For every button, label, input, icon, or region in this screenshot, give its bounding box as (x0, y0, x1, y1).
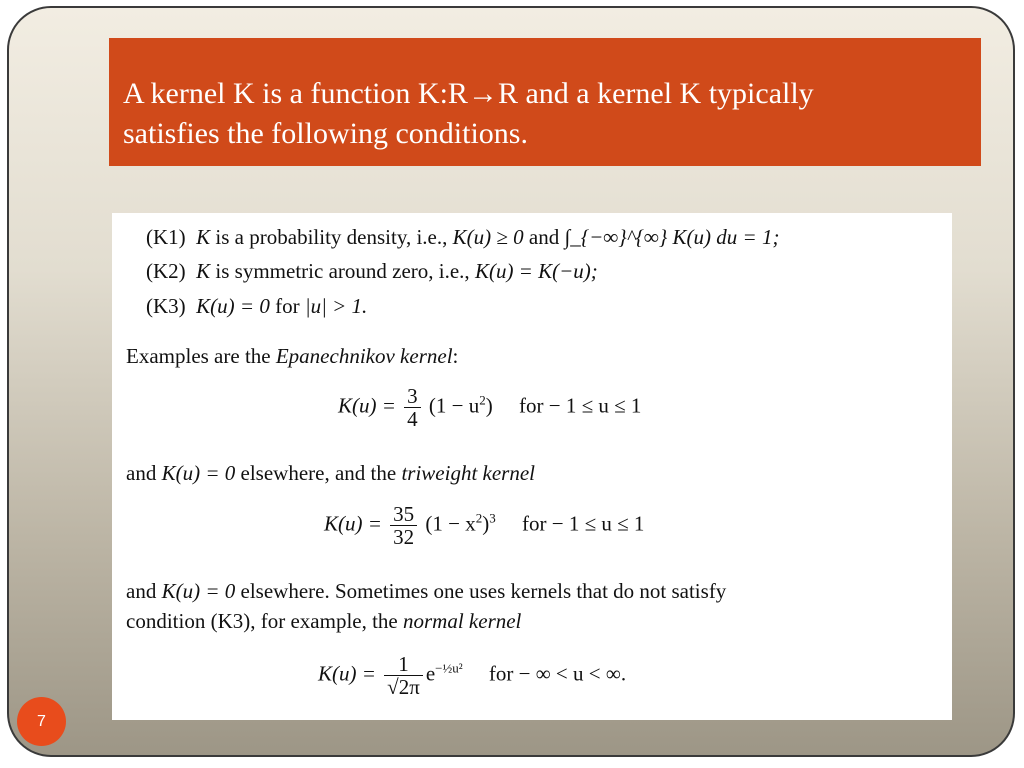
numerator: 1 (384, 653, 423, 676)
condition-text: is a probability density, i.e., (210, 225, 453, 249)
exponent: 3 (489, 510, 496, 526)
exponent: −½u² (435, 660, 463, 676)
title-bar (109, 38, 981, 166)
text: and (126, 461, 162, 485)
fraction (404, 385, 421, 430)
eq-rhs: (1 − x (425, 511, 476, 536)
condition-k3 (146, 294, 367, 319)
text: Examples are the (126, 344, 276, 368)
eq-lhs: K(u) = (338, 393, 396, 418)
eq-condition: for − 1 ≤ u ≤ 1 (522, 511, 645, 536)
numerator: 3 (404, 385, 421, 408)
formula: K(u) = K(−u); (474, 259, 598, 283)
eq-rhs: ) (485, 393, 493, 418)
condition-text: and (523, 225, 565, 249)
slide (7, 6, 1015, 757)
term-triweight: triweight kernel (401, 461, 535, 485)
examples-line (126, 344, 458, 369)
eq-condition: for − 1 ≤ u ≤ 1 (519, 393, 642, 418)
title-line-2: satisfies the following conditions. (123, 117, 528, 150)
elsewhere-line-1 (126, 461, 535, 486)
elsewhere-line-3 (126, 609, 521, 634)
title-line-1: A kernel K is a function K:R→R and a kernel K typically (123, 77, 814, 110)
exponent: 2 (479, 392, 486, 408)
denominator: 32 (393, 525, 415, 550)
text: and (126, 579, 162, 603)
formula: |u| > 1. (304, 294, 368, 318)
symbol-k: K (196, 225, 211, 249)
denominator: 4 (407, 407, 418, 432)
page-number-badge: 7 (17, 697, 66, 746)
formula: ∫_{−∞}^{∞} K(u) du = 1; (564, 225, 780, 249)
text: elsewhere, and the (235, 461, 402, 485)
fraction (384, 653, 423, 698)
condition-label: (K3) (146, 294, 186, 318)
numerator: 35 (390, 503, 417, 526)
eq-condition: for − ∞ < u < ∞. (488, 661, 627, 686)
eq-rhs: e (425, 661, 436, 686)
equation-epanechnikov (338, 385, 641, 445)
eq-rhs: ) (482, 511, 490, 536)
term-epanechnikov: Epanechnikov kernel (275, 344, 453, 368)
condition-text: is symmetric around zero, i.e., (210, 259, 475, 283)
fraction (390, 503, 417, 548)
condition-k1 (146, 225, 779, 250)
condition-text: for (269, 294, 305, 318)
formula: K(u) = 0 (161, 461, 236, 485)
eq-lhs: K(u) = (318, 661, 376, 686)
equation-triweight (324, 503, 644, 563)
text: : (452, 344, 459, 368)
condition-label: (K2) (146, 259, 186, 283)
eq-rhs: (1 − u (428, 393, 480, 418)
formula: K(u) ≥ 0 (452, 225, 524, 249)
equation-normal (318, 653, 626, 713)
eq-lhs: K(u) = (324, 511, 382, 536)
exponent: 2 (475, 510, 483, 526)
text: elsewhere. Sometimes one uses kernels that do not satisfy (235, 579, 727, 603)
elsewhere-line-2 (126, 579, 944, 604)
content-image (112, 213, 952, 720)
formula: K(u) = 0 (196, 294, 270, 318)
condition-label: (K1) (146, 225, 186, 249)
text: condition (K3), for example, the (126, 609, 403, 633)
term-normal: normal kernel (403, 609, 522, 633)
symbol-k: K (196, 259, 211, 283)
formula: K(u) = 0 (161, 579, 236, 603)
condition-k2 (146, 259, 598, 284)
denominator: √2π (387, 675, 420, 700)
